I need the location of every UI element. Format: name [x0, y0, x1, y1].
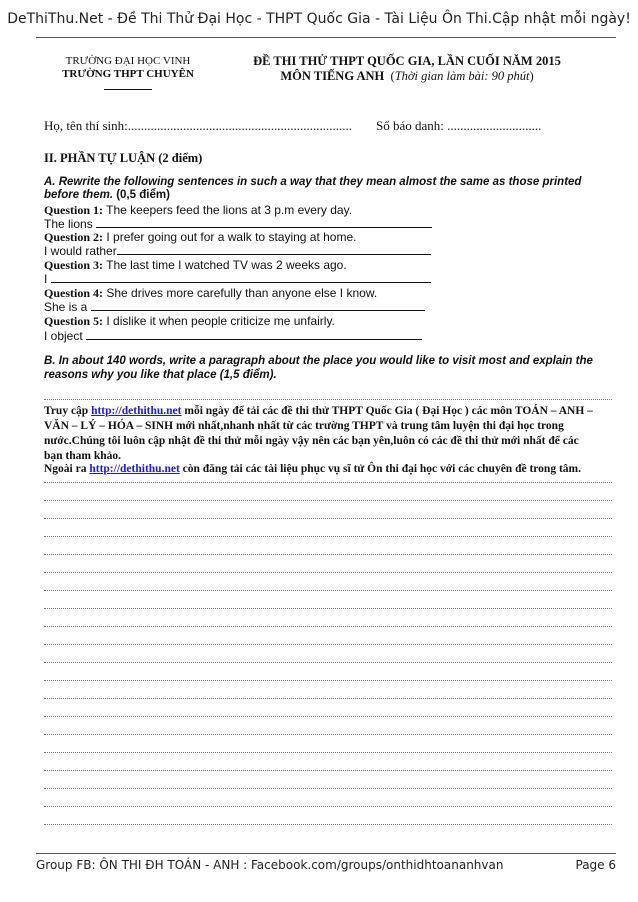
section-title: II. PHẦN TỰ LUẬN (2 điểm): [44, 151, 203, 165]
writing-line[interactable]: [44, 553, 612, 555]
writing-line[interactable]: [44, 823, 612, 825]
page-header: DeThiThu.Net - Đề Thi Thử Đại Học - THPT Quốc Gia - Tài Liệu Ôn Thi.Cập nhật mỗi ngày!: [7, 11, 631, 27]
dethithu-link-2[interactable]: http://dethithu.net: [89, 463, 180, 475]
dethithu-link[interactable]: http://dethithu.net: [91, 405, 182, 417]
exam-title: ĐỀ THI THỬ THPT QUỐC GIA, LẦN CUỐI NĂM 2015: [253, 54, 561, 68]
school-underline: [104, 89, 152, 90]
answer-line-1[interactable]: The lions: [44, 216, 432, 231]
student-name-field[interactable]: Họ, tên thí sinh:.....................................................................: [44, 118, 353, 133]
question-label: Question 4:: [44, 286, 104, 300]
school-block: [44, 55, 212, 94]
footer-divider: [36, 853, 616, 854]
writing-line[interactable]: [44, 643, 612, 645]
question-label: Question 5:: [44, 314, 104, 328]
writing-line[interactable]: [44, 589, 612, 591]
writing-line[interactable]: [44, 769, 612, 771]
writing-line[interactable]: [44, 661, 612, 663]
writing-line[interactable]: [44, 398, 612, 400]
exam-time: Thời gian làm bài: 90 phút: [394, 69, 530, 83]
part-a-instruction: A. Rewrite the following sentences in such a way that they mean almost the same as those printed: [44, 176, 582, 188]
writing-line[interactable]: [44, 715, 612, 717]
question-label: Question 2:: [44, 230, 104, 244]
promo-line-3: nước.Chúng tôi luôn cập nhật đề thi thử mỗi ngày vậy nên các bạn yên,luôn có các đề thi thử mới nhất để các: [44, 435, 579, 447]
part-b-instruction: B. In about 140 words, write a paragraph about the place you would like to visit most and explain the: [44, 355, 593, 367]
question-label: Question 1:: [44, 203, 104, 217]
exam-title-block: [212, 54, 602, 84]
answer-blank[interactable]: [96, 216, 432, 228]
question-5: [44, 314, 335, 329]
question-sentence: I dislike it when people criticize me unfairly.: [103, 314, 335, 328]
writing-line[interactable]: [44, 679, 612, 681]
promo-line-5: Ngoài ra http://dethithu.net còn đăng tải các tài liệu phục vụ sĩ tử Ôn thi đại học với các chuyên đề trong tâm.: [44, 463, 581, 475]
answer-line-5[interactable]: I object: [44, 328, 422, 343]
writing-line[interactable]: [44, 697, 612, 699]
question-sentence: The keepers feed the lions at 3 p.m every day.: [103, 203, 353, 217]
part-a-points: (0,5 điểm): [113, 189, 170, 201]
writing-line[interactable]: [44, 607, 612, 609]
question-label: Question 3:: [44, 258, 104, 272]
writing-line[interactable]: [44, 535, 612, 537]
footer-group-text: Group FB: ÔN THI ĐH TOÁN - ANH : Facebook.com/groups/onthidhtoananhvan: [36, 858, 504, 872]
promo-line-2: VĂN – LÝ – HÓA – SINH mới nhất,nhanh nhất từ các trường THPT và trung tâm luyện thi đại học trong: [44, 420, 564, 432]
answer-line-4[interactable]: She is a: [44, 299, 425, 314]
promo-line-4: bạn tham khảo.: [44, 450, 122, 462]
page-number: Page 6: [575, 858, 616, 872]
answer-blank[interactable]: [86, 328, 422, 340]
answer-blank[interactable]: [91, 299, 425, 311]
writing-line[interactable]: [44, 625, 612, 627]
header-divider: [36, 37, 616, 38]
exam-subject: MÔN TIẾNG ANH: [280, 69, 385, 83]
part-a-instruction-2: before them. (0,5 điểm): [44, 189, 170, 201]
question-sentence: She drives more carefully than anyone else I know.: [103, 286, 378, 300]
answer-blank[interactable]: [117, 243, 431, 255]
question-sentence: The last time I watched TV was 2 weeks ago.: [103, 258, 347, 272]
university-name: TRƯỜNG ĐẠI HỌC VINH: [65, 55, 191, 67]
writing-line[interactable]: [44, 517, 612, 519]
part-b-instruction-2: reasons why you like that place (1,5 điểm).: [44, 369, 277, 381]
promo-line-1: Truy cập http://dethithu.net mỗi ngày để tải các đề thi thử THPT Quốc Gia ( Đại Học ) các môn TOÁN – ANH –: [44, 405, 593, 417]
writing-line[interactable]: [44, 733, 612, 735]
school-name: TRƯỜNG THPT CHUYÊN: [62, 68, 194, 80]
writing-line[interactable]: [44, 805, 612, 807]
writing-line[interactable]: [44, 787, 612, 789]
student-id-field[interactable]: Số báo danh: .............................: [376, 118, 542, 133]
exam-subject-line: MÔN TIẾNG ANH (Thời gian làm bài: 90 phút): [280, 69, 534, 83]
writing-line[interactable]: [44, 481, 612, 483]
writing-line[interactable]: [44, 751, 612, 753]
answer-line-3[interactable]: I: [44, 271, 431, 286]
writing-line[interactable]: [44, 571, 612, 573]
answer-line-2[interactable]: I would rather: [44, 243, 431, 258]
question-sentence: I prefer going out for a walk to staying at home.: [103, 230, 357, 244]
answer-blank[interactable]: [51, 271, 431, 283]
writing-line[interactable]: [44, 499, 612, 501]
